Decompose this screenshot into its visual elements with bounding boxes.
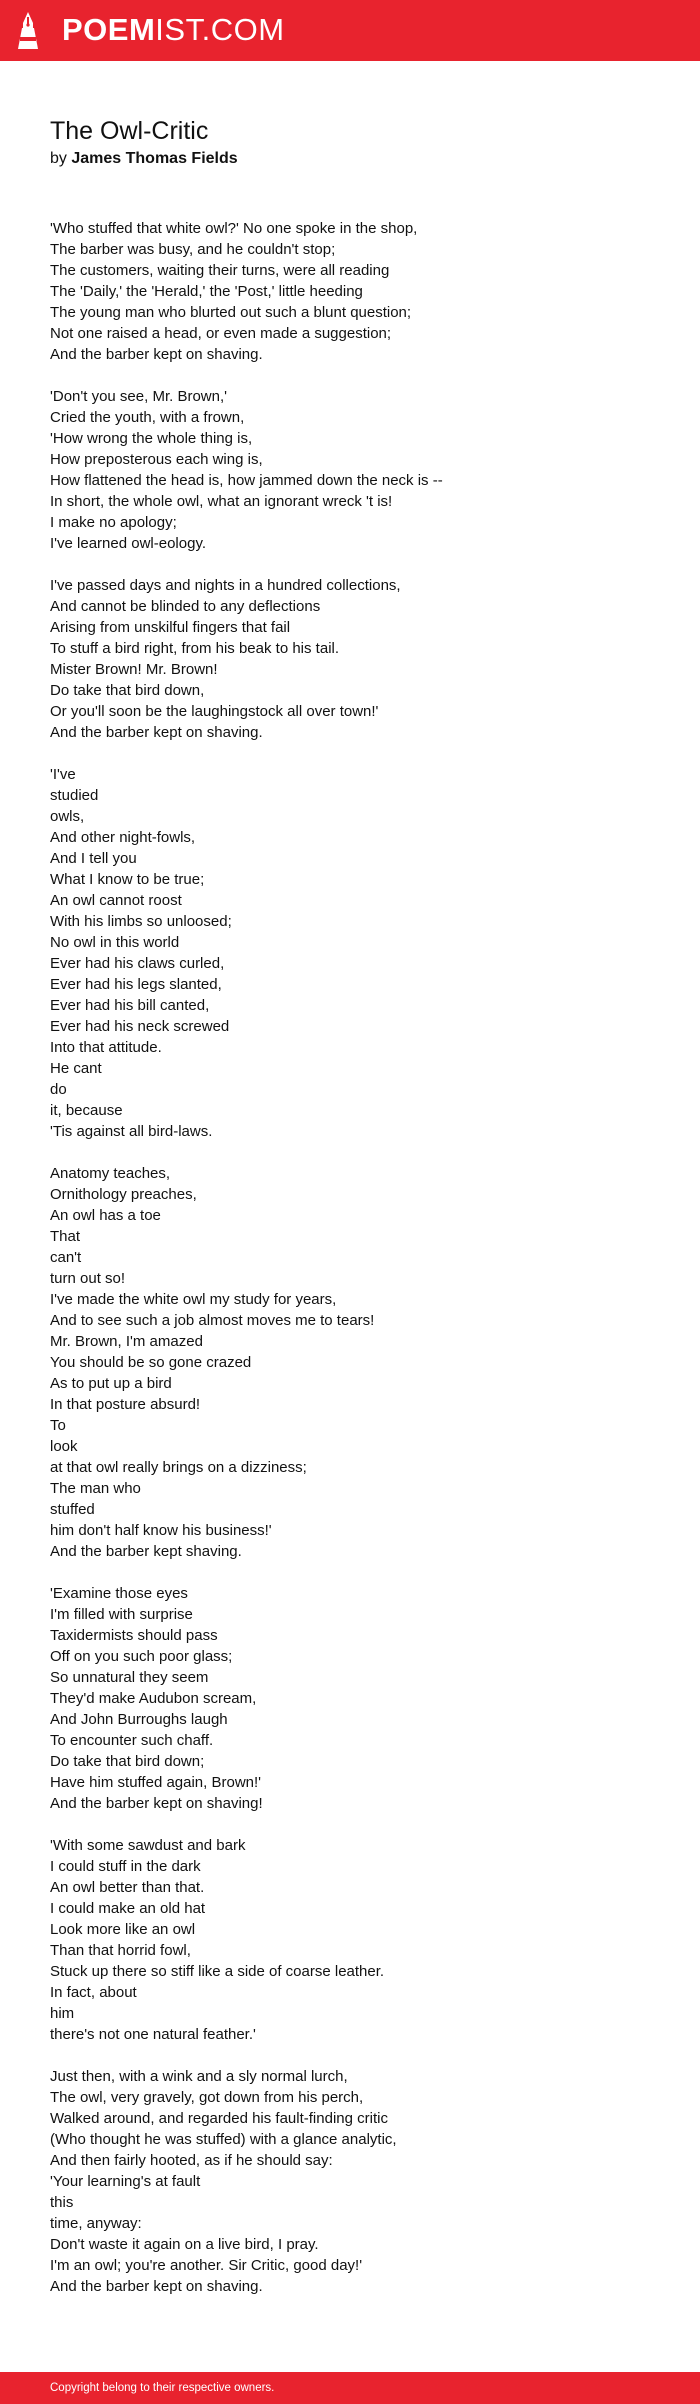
poem-line: Ever had his legs slanted, — [50, 976, 222, 993]
poem-line: An owl cannot roost — [50, 892, 182, 909]
poem-line: Into that attitude. — [50, 1039, 162, 1056]
poem-line: The owl, very gravely, got down from his perch, — [50, 2089, 364, 2106]
poem-line: With his limbs so unloosed; — [50, 913, 232, 930]
poem-line: Mister Brown! Mr. Brown! — [50, 661, 218, 678]
site-footer — [0, 2372, 700, 2404]
poem-line: To stuff a bird right, from his beak to his tail. — [50, 640, 340, 657]
poem-line: I could stuff in the dark — [50, 1858, 201, 1875]
poem-line: No owl in this world — [50, 934, 180, 951]
poem-line: And to see such a job almost moves me to tears! — [50, 1312, 375, 1329]
poem-line: time, anyway: — [50, 2215, 142, 2232]
site-header — [0, 0, 700, 61]
poem-line: look — [50, 1438, 78, 1455]
poem-line: The barber was busy, and he couldn't stop; — [50, 241, 336, 258]
poem-line: Do take that bird down; — [50, 1753, 205, 1770]
poem-line: Mr. Brown, I'm amazed — [50, 1333, 203, 1350]
brand-bold: POEM — [62, 12, 156, 47]
poem-line: What I know to be true; — [50, 871, 205, 888]
poem-line: I'm filled with surprise — [50, 1606, 193, 1623]
poem-line: I could make an old hat — [50, 1900, 206, 1917]
poem-line: In short, the whole owl, what an ignorant wreck 't is! — [50, 493, 393, 510]
poem-stanza — [50, 764, 670, 1142]
poem-body — [50, 218, 670, 2318]
poem-line: And other night-fowls, — [50, 829, 196, 846]
copyright-text: Copyright belong to their respective owners. — [50, 2382, 275, 2394]
poem-line: him don't half know his business!' — [50, 1522, 272, 1539]
poem-line: You should be so gone crazed — [50, 1354, 252, 1371]
poem-line: Ornithology preaches, — [50, 1186, 197, 1203]
poem-line: (Who thought he was stuffed) with a glance analytic, — [50, 2131, 397, 2148]
poem-line: And the barber kept on shaving! — [50, 1795, 263, 1812]
poem-line: I've learned owl-eology. — [50, 535, 207, 552]
poem-line: there's not one natural feather.' — [50, 2026, 256, 2043]
title-block — [50, 116, 238, 170]
poem-line: can't — [50, 1249, 82, 1266]
poem-line: The man who — [50, 1480, 141, 1497]
poem-line: In that posture absurd! — [50, 1396, 201, 1413]
poem-stanza — [50, 218, 670, 365]
poem-line: And the barber kept on shaving. — [50, 2278, 263, 2295]
poem-line: studied — [50, 787, 99, 804]
poem-line: 'Don't you see, Mr. Brown,' — [50, 388, 227, 405]
poem-line: And John Burroughs laugh — [50, 1711, 228, 1728]
poem-line: How flattened the head is, how jammed down the neck is -- — [50, 472, 443, 489]
poem-line: 'Examine those eyes — [50, 1585, 188, 1602]
poem-line: As to put up a bird — [50, 1375, 172, 1392]
poem-line: Ever had his bill canted, — [50, 997, 210, 1014]
poem-title: The Owl-Critic — [50, 117, 209, 145]
poem-line: this — [50, 2194, 74, 2211]
poem-line: it, because — [50, 1102, 123, 1119]
poem-line: I make no apology; — [50, 514, 177, 531]
poem-line: And then fairly hooted, as if he should say: — [50, 2152, 333, 2169]
poem-stanza — [50, 386, 670, 554]
poem-line: owls, — [50, 808, 85, 825]
poem-line: Arising from unskilful fingers that fail — [50, 619, 291, 636]
poem-stanza — [50, 1583, 670, 1814]
poem-line: And the barber kept shaving. — [50, 1543, 242, 1560]
poem-line: I've passed days and nights in a hundred collections, — [50, 577, 401, 594]
poem-line: Ever had his claws curled, — [50, 955, 225, 972]
poem-line: In fact, about — [50, 1984, 137, 2001]
poem-line: An owl has a toe — [50, 1207, 161, 1224]
poem-line: 'With some sawdust and bark — [50, 1837, 246, 1854]
poem-line: at that owl really brings on a dizziness; — [50, 1459, 307, 1476]
by-label: by — [50, 150, 67, 167]
poem-line: Cried the youth, with a frown, — [50, 409, 245, 426]
poem-line: Than that horrid fowl, — [50, 1942, 191, 1959]
poem-line: That — [50, 1228, 81, 1245]
poem-line: turn out so! — [50, 1270, 126, 1287]
poem-line: Walked around, and regarded his fault-finding critic — [50, 2110, 388, 2127]
poem-line: He cant — [50, 1060, 102, 1077]
site-logo[interactable] — [62, 12, 285, 48]
poem-line: The 'Daily,' the 'Herald,' the 'Post,' little heeding — [50, 283, 363, 300]
poem-line: The customers, waiting their turns, were all reading — [50, 262, 390, 279]
poem-line: do — [50, 1081, 67, 1098]
poem-line: Have him stuffed again, Brown!' — [50, 1774, 262, 1791]
poem-line: Anatomy teaches, — [50, 1165, 171, 1182]
poem-line: Look more like an owl — [50, 1921, 196, 1938]
poem-stanza — [50, 2066, 670, 2297]
poem-line: 'How wrong the whole thing is, — [50, 430, 253, 447]
poem-line: I've made the white owl my study for years, — [50, 1291, 337, 1308]
poem-line: 'Tis against all bird-laws. — [50, 1123, 213, 1140]
poem-line: Taxidermists should pass — [50, 1627, 218, 1644]
poem-line: Not one raised a head, or even made a suggestion; — [50, 325, 392, 342]
byline — [50, 148, 238, 170]
pen-nib-icon[interactable] — [17, 11, 39, 51]
poem-line: To encounter such chaff. — [50, 1732, 214, 1749]
poem-line: They'd make Audubon scream, — [50, 1690, 257, 1707]
poem-line: Do take that bird down, — [50, 682, 205, 699]
poem-line: The young man who blurted out such a blunt question; — [50, 304, 412, 321]
poem-line: Ever had his neck screwed — [50, 1018, 230, 1035]
poem-line: stuffed — [50, 1501, 95, 1518]
poem-line: I'm an owl; you're another. Sir Critic, good day!' — [50, 2257, 363, 2274]
poem-line: 'Who stuffed that white owl?' No one spoke in the shop, — [50, 220, 418, 237]
poem-line: And the barber kept on shaving. — [50, 346, 263, 363]
poem-line: Just then, with a wink and a sly normal lurch, — [50, 2068, 348, 2085]
poem-stanza — [50, 1163, 670, 1562]
poem-line: him — [50, 2005, 75, 2022]
poem-line: And cannot be blinded to any deflections — [50, 598, 321, 615]
poem-line: 'Your learning's at fault — [50, 2173, 201, 2190]
poem-line: How preposterous each wing is, — [50, 451, 263, 468]
poem-stanza — [50, 1835, 670, 2045]
poem-line: 'I've — [50, 766, 76, 783]
poem-line: To — [50, 1417, 66, 1434]
poem-stanza — [50, 575, 670, 743]
poem-line: And I tell you — [50, 850, 137, 867]
poem-line: Or you'll soon be the laughingstock all over town!' — [50, 703, 379, 720]
poem-line: Don't waste it again on a live bird, I pray. — [50, 2236, 319, 2253]
poem-line: An owl better than that. — [50, 1879, 205, 1896]
poem-line: So unnatural they seem — [50, 1669, 209, 1686]
poem-line: Off on you such poor glass; — [50, 1648, 233, 1665]
poem-line: Stuck up there so stiff like a side of coarse leather. — [50, 1963, 385, 1980]
poem-line: And the barber kept on shaving. — [50, 724, 263, 741]
brand-light: IST.COM — [155, 12, 285, 47]
poem-author: James Thomas Fields — [71, 150, 238, 167]
